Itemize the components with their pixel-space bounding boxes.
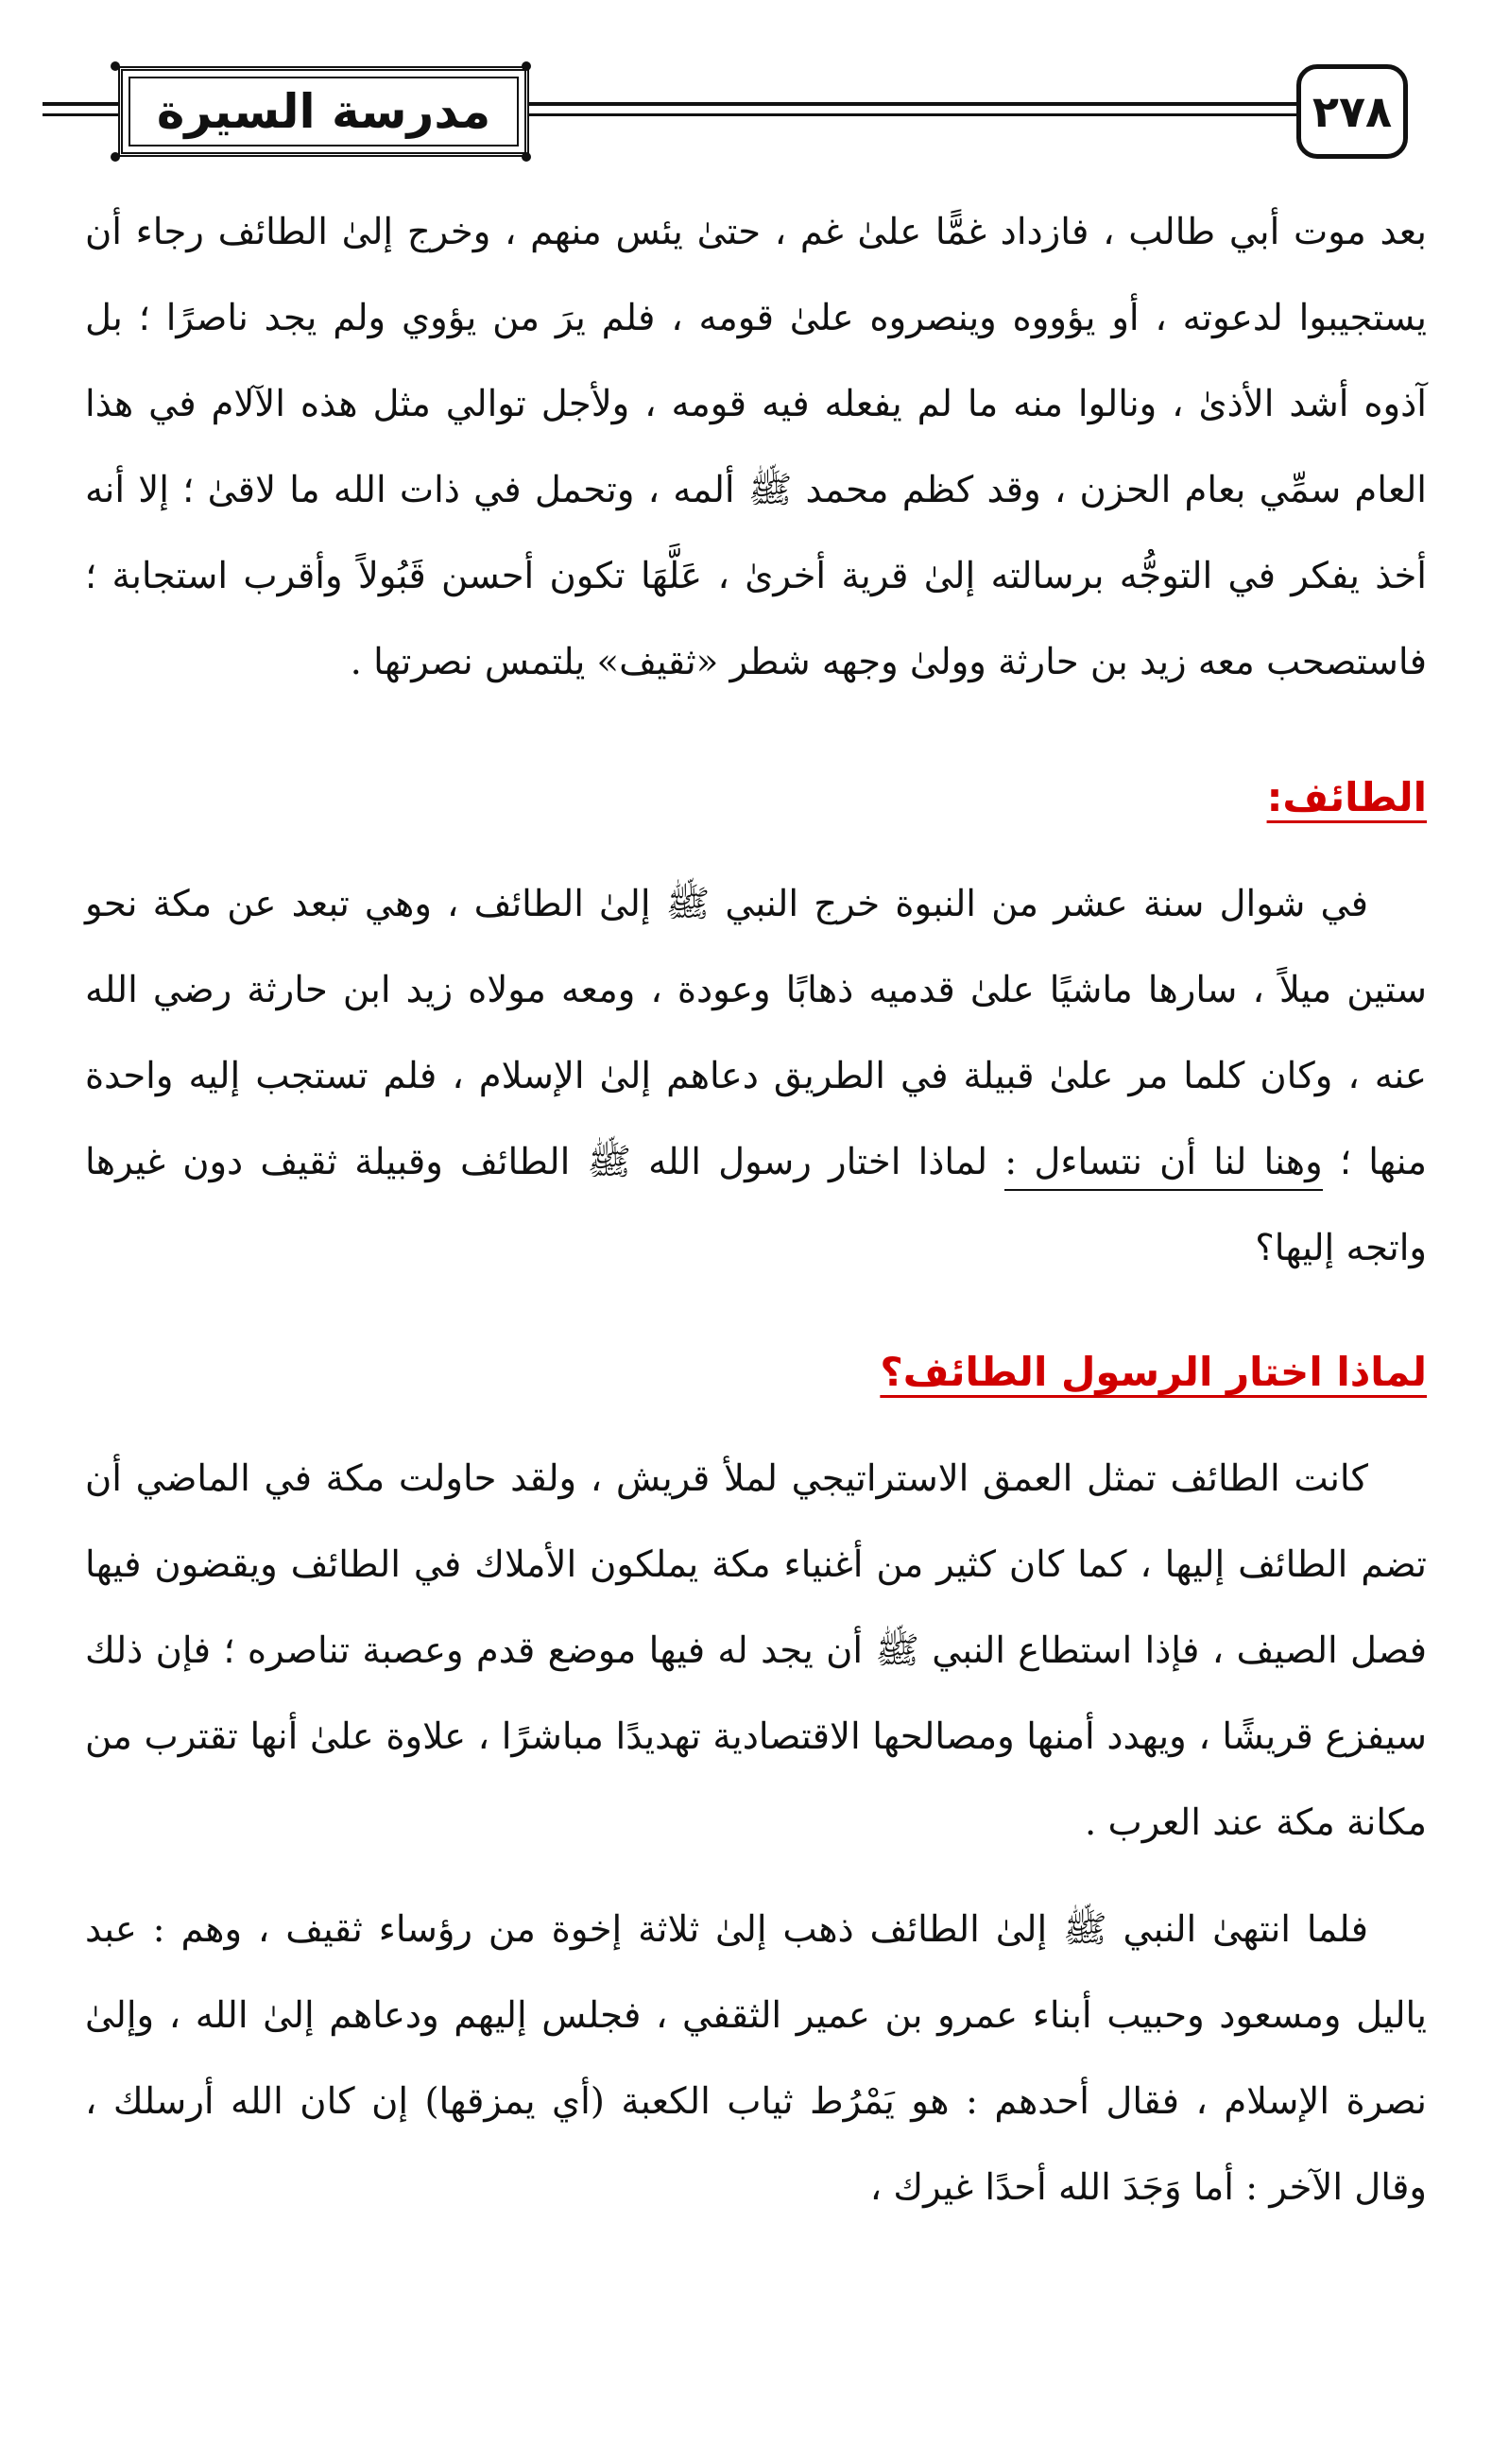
header-rule-middle	[529, 102, 1296, 106]
page-number: ٢٧٨	[1312, 86, 1393, 137]
page-header	[43, 64, 1408, 168]
page-body	[85, 189, 1427, 2231]
paragraph	[85, 861, 1427, 1291]
paragraph: كانت الطائف تمثل العمق الاستراتيجي لملأ قريش ، ولقد حاولت مكة في الماضي أن تضم الطائف إليها ، كما كان كثير من أغنياء مكة يملكون الأملاك في الطائف ويقضون فيها فصل الصيف ، فإذا استطاع النبي ﷺ أن يجد له فيها موضع قدم وعصبة تناصره ؛ فإن ذلك سيفزع قريشًا ، ويهدد أمنها ومصالحها الاقتصادية تهديدًا مباشرًا ، علاوة علىٰ أنها تقترب من مكانة مكة عند العرب .	[85, 1457, 1427, 1844]
ornament-dot-icon	[111, 152, 120, 162]
paragraph-text: لماذا اختار رسول الله ﷺ الطائف وقبيلة ثقيف دون غيرها واتجه إليها؟	[85, 1141, 1427, 1269]
header-rule-middle-2	[529, 113, 1296, 116]
ornament-dot-icon	[522, 152, 531, 162]
book-title: مدرسة السيرة	[156, 84, 491, 139]
book-title-frame	[118, 66, 529, 157]
header-rule-left	[43, 102, 118, 106]
underlined-phrase: وهنا لنا أن نتساءل :	[1004, 1141, 1322, 1191]
ornament-dot-icon	[522, 61, 531, 71]
ornament-dot-icon	[111, 61, 120, 71]
page-number-box	[1296, 64, 1408, 159]
paragraph: بعد موت أبي طالب ، فازداد غمًّا علىٰ غم ، حتىٰ يئس منهم ، وخرج إلىٰ الطائف رجاء أن يستجيبوا لدعوته ، أو يؤووه وينصروه علىٰ قومه ، فلم يرَ من يؤوي ولم يجد ناصرًا ؛ بل آذوه أشد الأذىٰ ، ونالوا منه ما لم يفعله فيه قومه ، ولأجل توالي مثل هذه الآلام في هذا العام سمِّي بعام الحزن ، وقد كظم محمد ﷺ ألمه ، وتحمل في ذات الله ما لاقىٰ ؛ إلا أنه أخذ يفكر في التوجُّه برسالته إلىٰ قرية أخرىٰ ، عَلَّهَا تكون أحسن قَبُولاً وأقرب استجابة ؛ فاستصحب معه زيد بن حارثة وولىٰ وجهه شطر «ثقيف» يلتمس نصرتها .	[85, 211, 1427, 683]
section-heading-why-taif: لماذا اختار الرسول الطائف؟	[880, 1349, 1427, 1395]
header-rule-left-2	[43, 113, 118, 116]
paragraph-text: في شوال سنة عشر من النبوة خرج النبي ﷺ إلىٰ الطائف ، وهي تبعد عن مكة نحو ستين ميلاً ، سارها ماشيًا علىٰ قدميه ذهابًا وعودة ، ومعه مولاه زيد ابن حارثة رضي الله عنه ، وكان كلما مر علىٰ قبيلة في الطريق دعاهم إلىٰ الإسلام ، فلم تستجب إليه واحدة منها ؛	[85, 883, 1427, 1183]
section-heading-taif: الطائف:	[1266, 774, 1427, 820]
paragraph: فلما انتهىٰ النبي ﷺ إلىٰ الطائف ذهب إلىٰ ثلاثة إخوة من رؤساء ثقيف ، وهم : عبد ياليل ومسعود وحبيب أبناء عمرو بن عمير الثقفي ، فجلس إليهم ودعاهم إلىٰ الله ، وإلىٰ نصرة الإسلام ، فقال أحدهم : هو يَمْرُط ثياب الكعبة (أي يمزقها) إن كان الله أرسلك ، وقال الآخر : أما وَجَدَ الله أحدًا غيرك ،	[85, 1908, 1427, 2209]
